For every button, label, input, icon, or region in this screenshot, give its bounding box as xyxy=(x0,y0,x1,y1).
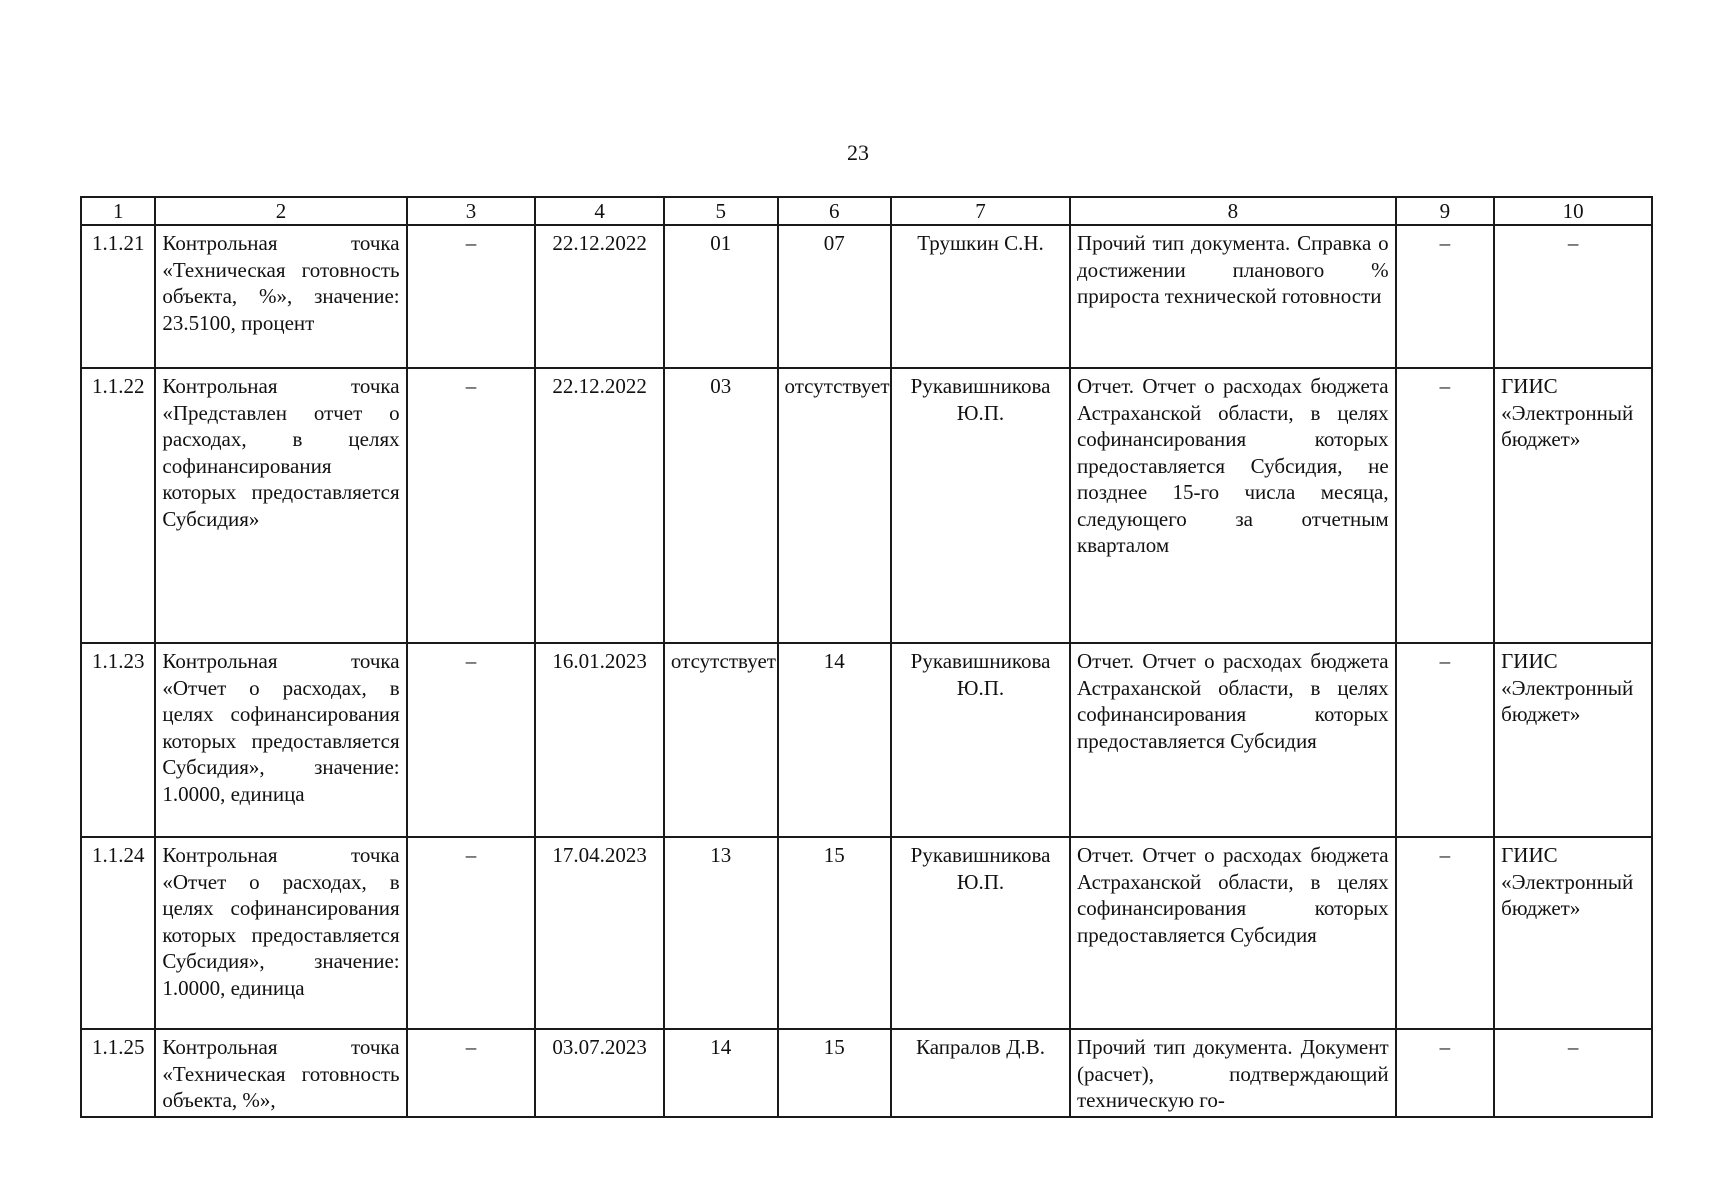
document-type: Отчет. Отчет о расходах бюджета Астраханской области, в целях софинансирования которых предоставляется Субсидия xyxy=(1070,837,1396,1029)
cell-col9: – xyxy=(1396,1029,1495,1117)
control-point-description: Контрольная точка «Техническая готовность объекта, %», xyxy=(155,1029,406,1117)
cell-col9: – xyxy=(1396,225,1495,368)
cell-col6: 14 xyxy=(778,643,892,837)
information-system: ГИИС «Электронный бюджет» xyxy=(1494,643,1652,837)
responsible-person: Капралов Д.В. xyxy=(891,1029,1070,1117)
cell-col3: – xyxy=(407,1029,536,1117)
cell-col5: отсутствует xyxy=(664,643,778,837)
cell-col5: 13 xyxy=(664,837,778,1029)
cell-col3: – xyxy=(407,368,536,643)
column-header: 2 xyxy=(155,197,406,225)
cell-col9: – xyxy=(1396,643,1495,837)
information-system: – xyxy=(1494,1029,1652,1117)
date-cell: 03.07.2023 xyxy=(535,1029,664,1117)
row-number: 1.1.25 xyxy=(81,1029,155,1117)
control-point-description: Контрольная точка «Представлен отчет о расходах, в целях софинансирования которых предоставляется Субсидия» xyxy=(155,368,406,643)
table-row xyxy=(81,1029,1652,1117)
cell-col3: – xyxy=(407,837,536,1029)
column-header: 1 xyxy=(81,197,155,225)
cell-col6: 15 xyxy=(778,1029,892,1117)
cell-col5: 01 xyxy=(664,225,778,368)
cell-col9: – xyxy=(1396,837,1495,1029)
table-row xyxy=(81,368,1652,643)
column-header: 9 xyxy=(1396,197,1495,225)
column-header: 7 xyxy=(891,197,1070,225)
information-system: ГИИС «Электронный бюджет» xyxy=(1494,837,1652,1029)
document-type: Отчет. Отчет о расходах бюджета Астраханской области, в целях софинансирования которых предоставляется Субсидия xyxy=(1070,643,1396,837)
cell-col9: – xyxy=(1396,368,1495,643)
responsible-person: Рукавишникова Ю.П. xyxy=(891,643,1070,837)
document-type: Прочий тип документа. Документ (расчет), подтверждающий техническую го- xyxy=(1070,1029,1396,1117)
cell-col6: отсутствует xyxy=(778,368,892,643)
control-point-description: Контрольная точка «Отчет о расходах, в целях софинансирования которых предоставляется Субсидия», значение: 1.0000, единица xyxy=(155,643,406,837)
cell-col3: – xyxy=(407,643,536,837)
date-cell: 16.01.2023 xyxy=(535,643,664,837)
table-row xyxy=(81,837,1652,1029)
row-number: 1.1.22 xyxy=(81,368,155,643)
row-number: 1.1.24 xyxy=(81,837,155,1029)
column-header: 6 xyxy=(778,197,892,225)
responsible-person: Трушкин С.Н. xyxy=(891,225,1070,368)
column-header: 10 xyxy=(1494,197,1652,225)
column-header: 4 xyxy=(535,197,664,225)
cell-col5: 03 xyxy=(664,368,778,643)
control-points-table xyxy=(80,196,1653,1118)
responsible-person: Рукавишникова Ю.П. xyxy=(891,837,1070,1029)
cell-col3: – xyxy=(407,225,536,368)
table-row xyxy=(81,643,1652,837)
document-type: Отчет. Отчет о расходах бюджета Астраханской области, в целях софинансирования которых предоставляется Субсидия, не позднее 15-го числа месяца, следующего за отчетным кварталом xyxy=(1070,368,1396,643)
date-cell: 22.12.2022 xyxy=(535,225,664,368)
column-header: 8 xyxy=(1070,197,1396,225)
date-cell: 22.12.2022 xyxy=(535,368,664,643)
cell-col6: 15 xyxy=(778,837,892,1029)
table-header-row xyxy=(81,197,1652,225)
control-point-description: Контрольная точка «Техническая готовность объекта, %», значение: 23.5100, процент xyxy=(155,225,406,368)
table-row xyxy=(81,225,1652,368)
row-number: 1.1.23 xyxy=(81,643,155,837)
information-system: – xyxy=(1494,225,1652,368)
row-number: 1.1.21 xyxy=(81,225,155,368)
cell-col6: 07 xyxy=(778,225,892,368)
page-number: 23 xyxy=(847,140,869,165)
column-header: 5 xyxy=(664,197,778,225)
cell-col5: 14 xyxy=(664,1029,778,1117)
information-system: ГИИС «Электронный бюджет» xyxy=(1494,368,1652,643)
document-type: Прочий тип документа. Справка о достижении планового % прироста технической готовности xyxy=(1070,225,1396,368)
responsible-person: Рукавишникова Ю.П. xyxy=(891,368,1070,643)
date-cell: 17.04.2023 xyxy=(535,837,664,1029)
column-header: 3 xyxy=(407,197,536,225)
control-point-description: Контрольная точка «Отчет о расходах, в целях софинансирования которых предоставляется Субсидия», значение: 1.0000, единица xyxy=(155,837,406,1029)
